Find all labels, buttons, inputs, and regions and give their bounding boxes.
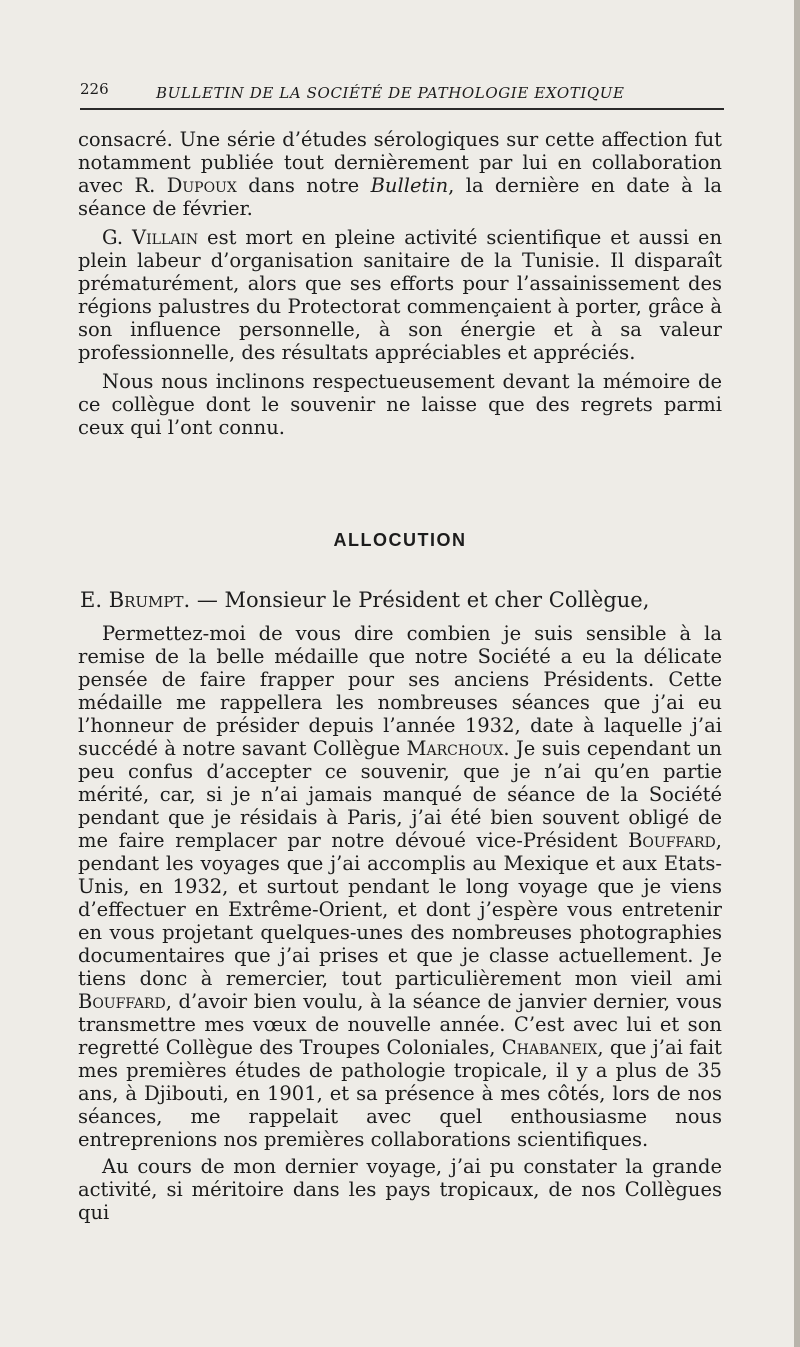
text-run: consacré. Une série d’études sérologiques sur cette affection fut notamment publiée tout dernièrement par lui en collaboration avec R.	[78, 128, 722, 197]
person-name: Chabaneix	[501, 1036, 598, 1059]
speaker-line	[80, 588, 649, 612]
header-rule	[80, 108, 724, 110]
journal-title: Bulletin	[370, 174, 449, 197]
text-run: . Je suis cependant un peu confus d’accepter ce souvenir, que je n’ai qu’en partie mérité, car, si je n’ai jamais manqué de séance de la Société pendant que je résidais à Paris, j’ai été bien souvent obligé de me faire remplacer par notre dévoué vice-Président	[78, 737, 722, 852]
text-run: , d’avoir bien voulu, à la séance de janvier dernier, vous transmettre mes vœux de nouvelle année. C’est avec lui et son regretté Collègue des Troupes Coloniales,	[78, 990, 722, 1059]
paragraph-4	[78, 622, 722, 1151]
person-name: Bouffard	[628, 829, 716, 852]
author-name: Dupoux	[166, 174, 237, 197]
speaker-name: Brumpt	[108, 588, 184, 612]
person-name: Bouffard	[78, 990, 166, 1013]
paragraph-1	[78, 128, 722, 220]
section-title: ALLOCUTION	[333, 530, 467, 550]
text-run: G.	[102, 226, 133, 249]
allocution-body	[78, 622, 722, 1224]
page-edge-shadow	[794, 0, 800, 1347]
person-name: Villain	[132, 226, 199, 249]
paragraph-2	[78, 226, 722, 364]
text-run: dans notre	[236, 174, 371, 197]
text-run: . — Monsieur le Président et cher Collègue,	[183, 588, 650, 612]
text-run: , que j’ai fait mes premières études de pathologie tropicale, il y a plus de 35 ans, à Djibouti, en 1901, et sa présence à mes côtés, lors de nos séances, me rappelait avec quel enthousiasme nous entreprenions nos premières collaborations scientifiques.	[78, 1036, 722, 1151]
obituary-section	[78, 128, 722, 439]
paragraph-5: Au cours de mon dernier voyage, j’ai pu constater la grande activité, si méritoire dans les pays tropicaux, de nos Collègues qui	[78, 1155, 722, 1224]
page-header	[80, 80, 724, 120]
paragraph-3: Nous nous inclinons respectueusement devant la mémoire de ce collègue dont le souvenir ne laisse que des regrets parmi ceux qui l’ont connu.	[78, 370, 722, 439]
person-name: Marchoux	[406, 737, 504, 760]
text-run: , la dernière en date à la séance de février.	[78, 174, 722, 220]
text-run: , pendant les voyages que j’ai accomplis au Mexique et aux Etats-Unis, en 1932, et surtout pendant le long voyage que je viens d’effectuer en Extrême-Orient, et dont j’espère vous entretenir en vous projetant quelques-unes des nombreuses photographies documentaires que j’ai prises et que je classe actuellement. Je tiens donc à remercier, tout particulièrement mon vieil ami	[78, 829, 722, 990]
running-title: BULLETIN DE LA SOCIÉTÉ DE PATHOLOGIE EXOTIQUE	[156, 84, 625, 102]
page-number: 226	[80, 80, 109, 98]
text-run: Permettez-moi de vous dire combien je suis sensible à la remise de la belle médaille que notre Société a eu la délicate pensée de faire frapper pour ses anciens Présidents. Cette médaille me rappellera les nombreuses séances que j’ai eu l’honneur de présider depuis l’année 1932, date à laquelle j’ai succédé à notre savant Collègue	[78, 622, 722, 760]
text-run: est mort en pleine activité scientifique et aussi en plein labeur d’organisation sanitaire de la Tunisie. Il disparaît prématurément, alors que ses efforts pour l’assainissement des régions palustres du Protectorat commençaient à porter, grâce à son influence personnelle, à son énergie et à sa valeur professionnelle, des résultats appréciables et appréciés.	[78, 226, 722, 364]
text-run: E.	[80, 588, 109, 612]
